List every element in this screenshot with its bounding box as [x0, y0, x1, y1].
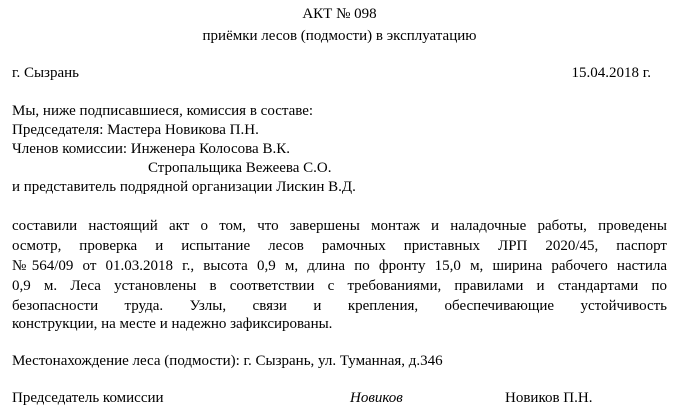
commission-member-2: Стропальщика Вежеева С.О. [148, 160, 332, 176]
signature: Новиков [350, 390, 403, 406]
location-line: Местонахождение леса (подмости): г. Сызрань, ул. Туманная, д.346 [12, 353, 443, 369]
commission-members: Членов комиссии: Инженера Колосова В.К. [12, 141, 290, 157]
commission-chairman: Председателя: Мастера Новикова П.Н. [12, 122, 259, 138]
date: 15.04.2018 г. [571, 65, 651, 81]
body-line-6: конструкции, на месте и надежно зафиксированы. [12, 316, 333, 332]
body-line-1: составили настоящий акт о том, что завершены монтаж и наладочные работы, проведены [12, 218, 667, 234]
signature-name: Новиков П.Н. [505, 390, 593, 406]
body-line-4: 0,9 м. Леса установлены в соответствии с требованиями, правилами и стандартами по [12, 278, 667, 294]
body-line-5: безопасности труда. Узлы, связи и крепления, обеспечивающие устойчивость [12, 298, 667, 314]
act-subtitle: приёмки лесов (подмости) в эксплуатацию [202, 28, 477, 44]
signature-label: Председатель комиссии [12, 390, 164, 406]
act-title: АКТ № 098 [302, 6, 377, 22]
city: г. Сызрань [12, 65, 79, 81]
body-line-2: осмотр, проверка и испытание лесов рамочных приставных ЛРП 2020/45, паспорт [12, 238, 667, 254]
body-line-3: №564/09 от 01.03.2018 г., высота 0,9 м, длина по фронту 15,0 м, ширина рабочего настила [12, 258, 667, 274]
commission-contractor: и представитель подрядной организации Лискин В.Д. [12, 179, 356, 195]
commission-intro: Мы, ниже подписавшиеся, комиссия в составе: [12, 103, 314, 119]
